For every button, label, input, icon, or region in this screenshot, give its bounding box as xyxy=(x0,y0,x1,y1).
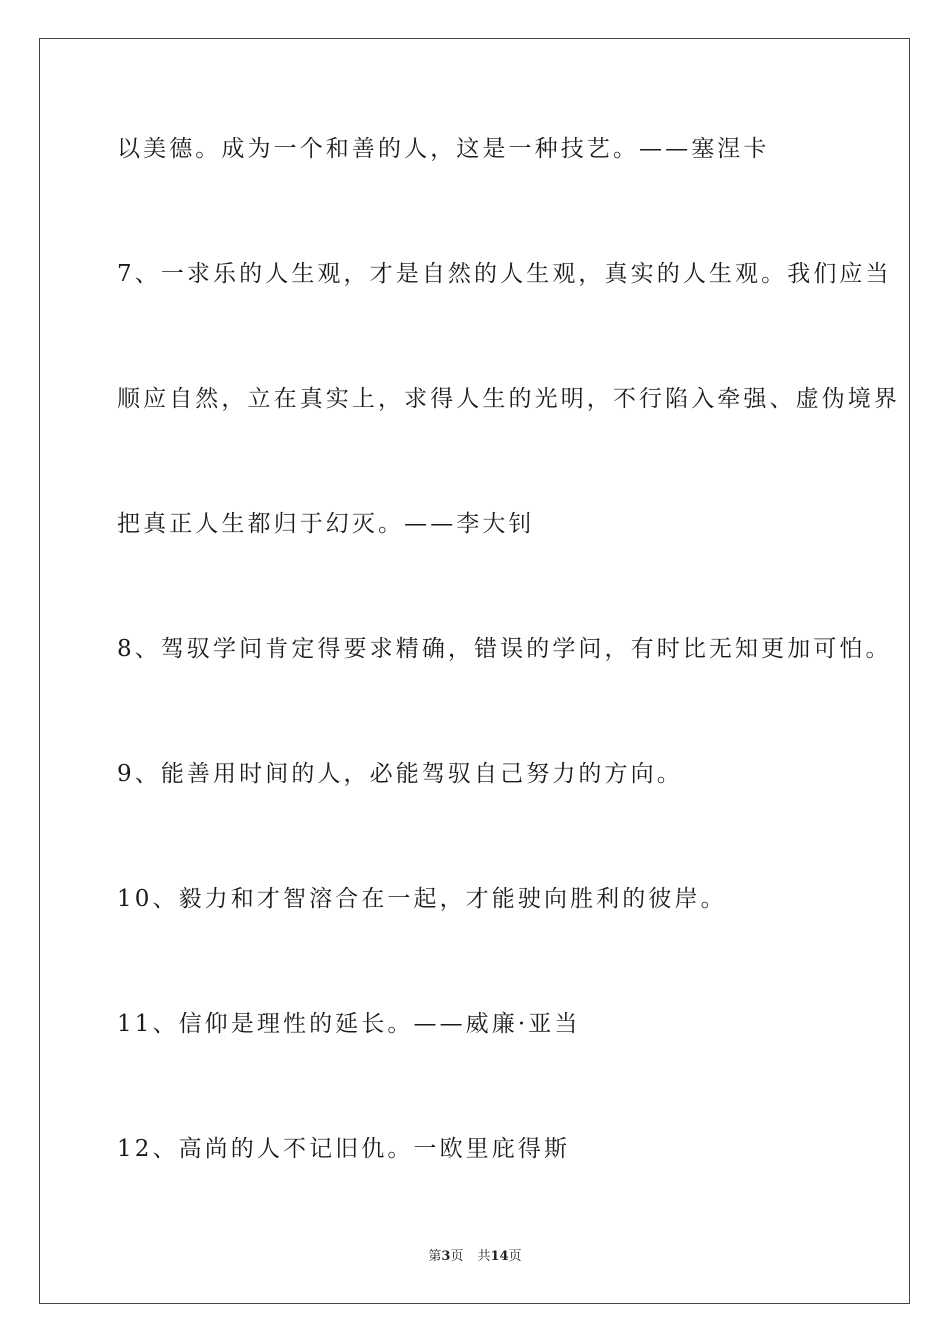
page-suffix: 页 xyxy=(450,1249,464,1264)
total-suffix: 页 xyxy=(508,1249,522,1264)
text-line-7: 10、毅力和才智溶合在一起，才能驶向胜利的彼岸。 xyxy=(117,886,727,912)
page-prefix: 第 xyxy=(428,1249,442,1264)
total-pages: 14 xyxy=(490,1249,509,1264)
text-line-1: 以美德。成为一个和善的人，这是一种技艺。——塞涅卡 xyxy=(117,136,770,162)
text-line-9: 12、高尚的人不记旧仇。一欧里庇得斯 xyxy=(117,1136,571,1162)
page-footer xyxy=(0,1248,950,1266)
text-line-8: 11、信仰是理性的延长。——威廉·亚当 xyxy=(117,1011,581,1037)
text-line-3: 顺应自然，立在真实上，求得人生的光明，不行陷入牵强、虚伪境界 xyxy=(117,386,900,412)
text-line-2: 7、一求乐的人生观，才是自然的人生观，真实的人生观。我们应当 xyxy=(117,261,892,287)
page-number: 3 xyxy=(441,1249,451,1264)
text-line-5: 8、驾驭学问肯定得要求精确，错误的学问，有时比无知更加可怕。 xyxy=(117,636,892,662)
text-line-6: 9、能善用时间的人，必能驾驭自己努力的方向。 xyxy=(117,761,683,787)
page-border xyxy=(39,38,910,1304)
text-line-4: 把真正人生都归于幻灭。——李大钊 xyxy=(117,511,535,537)
total-prefix: 共 xyxy=(477,1249,491,1264)
